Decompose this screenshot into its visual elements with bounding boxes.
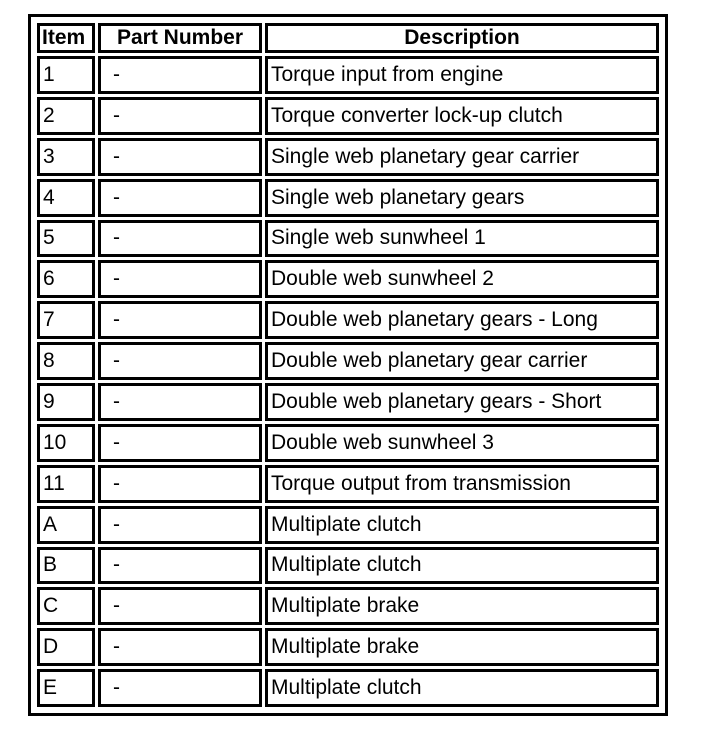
cell-part-number: - [98, 465, 262, 503]
cell-description: Multiplate brake [265, 628, 659, 666]
cell-item: 10 [37, 424, 95, 462]
cell-item: 1 [37, 56, 95, 94]
cell-item: 4 [37, 179, 95, 217]
cell-part-number: - [98, 179, 262, 217]
cell-item: C [37, 587, 95, 625]
cell-item: 11 [37, 465, 95, 503]
cell-item: 3 [37, 138, 95, 176]
table-row [37, 383, 659, 421]
cell-item: 6 [37, 260, 95, 298]
table-row [37, 260, 659, 298]
table-row [37, 342, 659, 380]
cell-item: D [37, 628, 95, 666]
table-row [37, 220, 659, 258]
cell-description: Double web planetary gears - Long [265, 301, 659, 339]
parts-table [34, 20, 662, 710]
table-row [37, 506, 659, 544]
cell-description: Double web planetary gear carrier [265, 342, 659, 380]
cell-part-number: - [98, 97, 262, 135]
cell-part-number: - [98, 342, 262, 380]
cell-item: A [37, 506, 95, 544]
cell-part-number: - [98, 628, 262, 666]
cell-description: Multiplate clutch [265, 669, 659, 707]
cell-item: B [37, 547, 95, 585]
cell-item: 9 [37, 383, 95, 421]
table-header-row [37, 23, 659, 53]
cell-description: Multiplate clutch [265, 506, 659, 544]
header-item: Item [37, 23, 95, 53]
cell-part-number: - [98, 424, 262, 462]
cell-description: Double web planetary gears - Short [265, 383, 659, 421]
cell-item: 5 [37, 220, 95, 258]
cell-part-number: - [98, 587, 262, 625]
cell-part-number: - [98, 506, 262, 544]
table-row [37, 97, 659, 135]
header-part-number: Part Number [98, 23, 262, 53]
cell-part-number: - [98, 547, 262, 585]
cell-part-number: - [98, 669, 262, 707]
cell-description: Double web sunwheel 2 [265, 260, 659, 298]
cell-description: Double web sunwheel 3 [265, 424, 659, 462]
table-row [37, 56, 659, 94]
cell-description: Single web planetary gears [265, 179, 659, 217]
parts-table-frame [28, 14, 668, 716]
table-row [37, 424, 659, 462]
header-description: Description [265, 23, 659, 53]
table-row [37, 138, 659, 176]
cell-part-number: - [98, 260, 262, 298]
cell-item: 8 [37, 342, 95, 380]
cell-part-number: - [98, 138, 262, 176]
cell-part-number: - [98, 220, 262, 258]
table-row [37, 301, 659, 339]
cell-item: E [37, 669, 95, 707]
cell-description: Single web sunwheel 1 [265, 220, 659, 258]
cell-part-number: - [98, 301, 262, 339]
table-row [37, 628, 659, 666]
table-row [37, 179, 659, 217]
cell-part-number: - [98, 56, 262, 94]
cell-description: Multiplate brake [265, 587, 659, 625]
table-row [37, 669, 659, 707]
cell-part-number: - [98, 383, 262, 421]
cell-description: Torque input from engine [265, 56, 659, 94]
table-row [37, 587, 659, 625]
cell-item: 7 [37, 301, 95, 339]
table-row [37, 547, 659, 585]
table-row [37, 465, 659, 503]
cell-description: Torque converter lock-up clutch [265, 97, 659, 135]
cell-description: Single web planetary gear carrier [265, 138, 659, 176]
cell-item: 2 [37, 97, 95, 135]
cell-description: Multiplate clutch [265, 547, 659, 585]
cell-description: Torque output from transmission [265, 465, 659, 503]
